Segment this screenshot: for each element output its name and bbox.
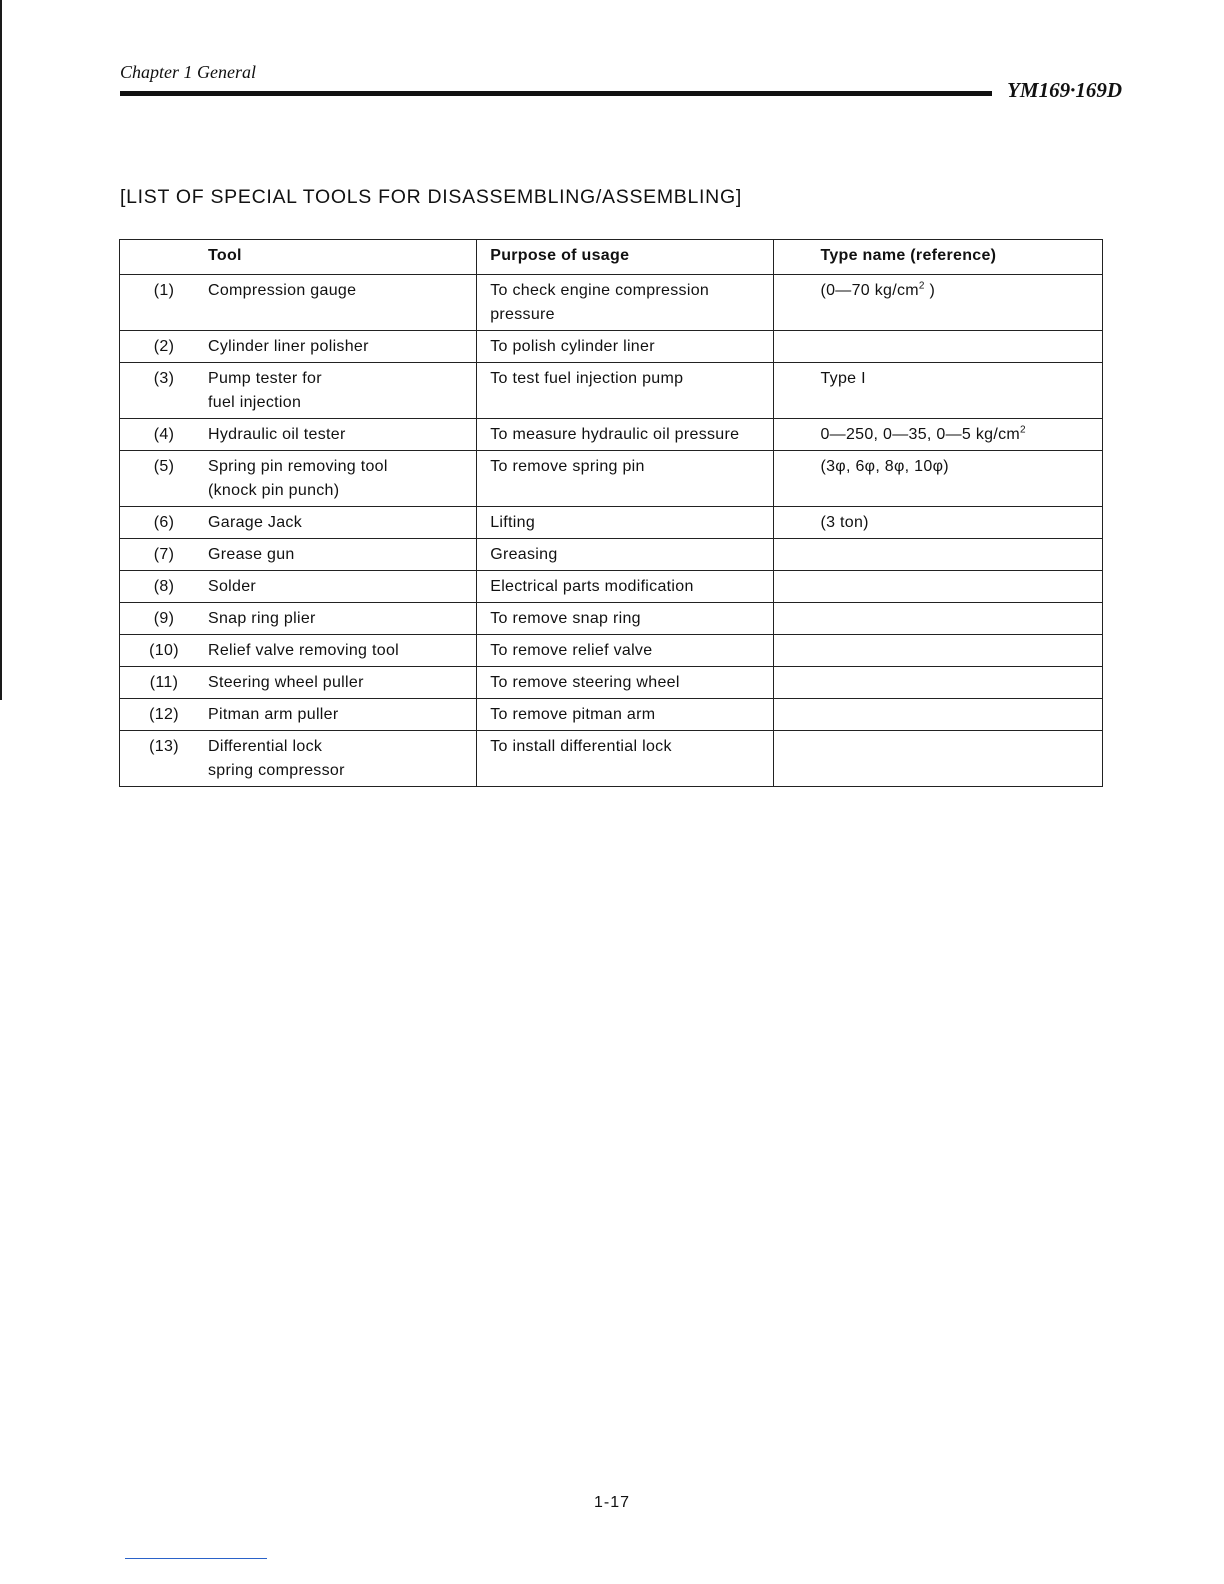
table-row (120, 667, 1103, 699)
purpose-cell: Electrical parts modification (477, 571, 774, 603)
purpose-cell: To check engine compression pressure (477, 275, 774, 331)
page-left-edge (0, 0, 2, 700)
tool-number: (11) (149, 674, 179, 691)
type-name-cell (774, 603, 1103, 635)
purpose-cell: To install differential lock (477, 731, 774, 787)
section-title: [LIST OF SPECIAL TOOLS FOR DISASSEMBLING/ASSEMBLING] (120, 186, 742, 208)
type-name-cell (774, 363, 1103, 419)
type-name-cell (774, 331, 1103, 363)
type-name-text: (3 ton) (820, 514, 869, 531)
column-header-tool: Tool (120, 240, 477, 275)
purpose-cell: Lifting (477, 507, 774, 539)
table-row (120, 451, 1103, 507)
tool-name: Relief valve removing tool (208, 642, 399, 659)
type-name-text: (3φ, 6φ, 8φ, 10φ) (820, 458, 949, 475)
type-name-text: (0—70 kg/cm (820, 282, 919, 299)
purpose-cell: To polish cylinder liner (477, 331, 774, 363)
table-header-row (120, 240, 1103, 275)
type-name-cell (774, 667, 1103, 699)
type-name-text: Type I (820, 370, 866, 387)
type-name-suffix: ) (924, 282, 936, 299)
type-name-cell (774, 507, 1103, 539)
tool-cell (120, 667, 477, 699)
type-name-cell (774, 451, 1103, 507)
tool-name: Garage Jack (208, 514, 303, 531)
purpose-cell: To remove spring pin (477, 451, 774, 507)
type-name-superscript: 2 (918, 280, 925, 292)
tool-number: (6) (153, 514, 175, 531)
tool-cell (120, 363, 477, 419)
purpose-cell: To remove pitman arm (477, 699, 774, 731)
type-name-superscript: 2 (1020, 424, 1026, 436)
tool-number: (7) (153, 546, 175, 563)
table-row (120, 571, 1103, 603)
table-row (120, 539, 1103, 571)
tool-name: Steering wheel puller (208, 674, 364, 691)
table-row (120, 331, 1103, 363)
tool-name: Snap ring plier (208, 610, 316, 627)
table-row (120, 731, 1103, 787)
type-name-cell (774, 419, 1103, 451)
purpose-cell: To measure hydraulic oil pressure (477, 419, 774, 451)
type-name-cell (774, 731, 1103, 787)
tool-name: Compression gauge (208, 282, 357, 299)
purpose-cell: To remove snap ring (477, 603, 774, 635)
table-row (120, 603, 1103, 635)
tool-number: (10) (149, 642, 179, 659)
tool-number: (8) (153, 578, 175, 595)
type-name-cell (774, 539, 1103, 571)
table-row (120, 635, 1103, 667)
tool-name: Grease gun (208, 546, 295, 563)
tool-number: (12) (149, 706, 179, 723)
footer-link-line (125, 1558, 267, 1559)
tool-cell (120, 539, 477, 571)
tool-number: (13) (149, 738, 179, 755)
table-row (120, 419, 1103, 451)
purpose-cell: To remove steering wheel (477, 667, 774, 699)
column-header-purpose: Purpose of usage (477, 240, 774, 275)
tool-number: (4) (153, 426, 175, 443)
type-name-cell (774, 635, 1103, 667)
page-header (120, 60, 1122, 104)
type-name-cell (774, 699, 1103, 731)
chapter-title: Chapter 1 General (120, 62, 256, 82)
tool-cell (120, 419, 477, 451)
purpose-cell: Greasing (477, 539, 774, 571)
tool-cell (120, 603, 477, 635)
tool-number: (5) (153, 458, 175, 475)
tool-number: (1) (153, 282, 175, 299)
tool-cell (120, 699, 477, 731)
purpose-cell: To remove relief valve (477, 635, 774, 667)
tool-name: Cylinder liner polisher (208, 338, 369, 355)
tool-name: Pump tester for fuel injection (208, 370, 322, 411)
type-name-cell (774, 571, 1103, 603)
table-row (120, 507, 1103, 539)
column-header-type: Type name (reference) (774, 240, 1103, 275)
tool-number: (3) (153, 370, 175, 387)
tool-cell (120, 275, 477, 331)
table-row (120, 699, 1103, 731)
special-tools-table (119, 239, 1103, 787)
type-name-text: 0—250, 0—35, 0—5 kg/cm (820, 426, 1021, 443)
tool-cell (120, 451, 477, 507)
tool-cell (120, 571, 477, 603)
tool-number: (2) (153, 338, 175, 355)
table-row (120, 363, 1103, 419)
tool-name: Hydraulic oil tester (208, 426, 346, 443)
type-name-cell (774, 275, 1103, 331)
tool-cell (120, 331, 477, 363)
tool-cell (120, 507, 477, 539)
page-number: 1-17 (593, 1494, 631, 1511)
table-body (120, 275, 1103, 787)
tool-name: Pitman arm puller (208, 706, 339, 723)
header-rule (120, 91, 992, 96)
tool-cell (120, 635, 477, 667)
tool-cell (120, 731, 477, 787)
table-row (120, 275, 1103, 331)
tool-name: Spring pin removing tool (knock pin punch) (208, 458, 388, 499)
tool-name: Solder (208, 578, 257, 595)
model-name: YM169·169D (1007, 78, 1122, 102)
purpose-cell: To test fuel injection pump (477, 363, 774, 419)
tool-number: (9) (153, 610, 175, 627)
tool-name: Differential lock spring compressor (208, 738, 345, 779)
